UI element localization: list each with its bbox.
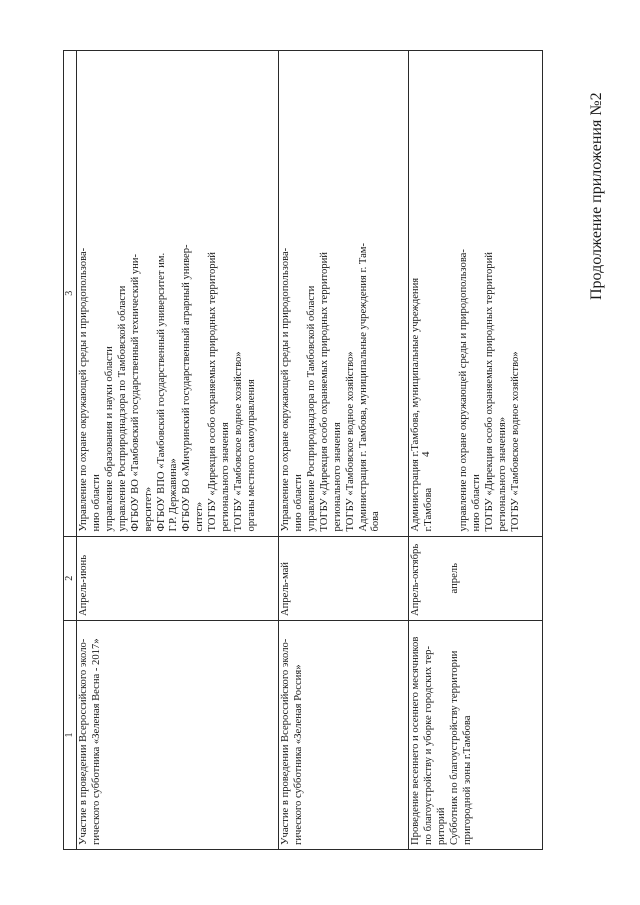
event-text: гического субботника «Зеленая Россия» (292, 664, 304, 845)
participant-text: ТОГБУ «Дирекция особо охраняемых природных территорий (318, 252, 330, 532)
participant-text: Управление по охране окружающей среды и природопользова- (78, 247, 89, 532)
column-number: 2 (64, 536, 77, 620)
table-row (77, 51, 279, 850)
period-text: Апрель-октябрь (410, 543, 421, 616)
participant-text: нию области (292, 474, 304, 532)
participant-text: ТОГБУ «Тамбовское водное хозяйство» (509, 351, 521, 532)
event-cell (77, 621, 279, 850)
participant-text: нию области (470, 474, 482, 532)
event-text: по благоустройству и уборке городских тер- (422, 645, 434, 845)
participant-text: ТОГБУ «Дирекция особо охраняемых природных территорий (207, 252, 219, 532)
participants-cell (409, 51, 543, 537)
participant-text: регионального значения» (496, 416, 508, 532)
event-cell (409, 621, 543, 850)
event-text: риторий (435, 807, 447, 845)
participant-text: Администрация г. Тамбова, муниципальные учреждения г. Там- (357, 242, 369, 532)
participant-text: ситет» (194, 501, 206, 532)
participant-text: управление по охране окружающей среды и природопользова- (457, 249, 469, 532)
participant-text: ТОГБУ «Тамбовское водное хозяйство» (233, 351, 245, 532)
events-table (63, 50, 543, 850)
period-text: Апрель-май (280, 562, 291, 616)
event-text: Участие в проведении Всероссийского эколо- (280, 638, 291, 845)
participant-text: управление Росприроднадзора по Тамбовской области (116, 285, 128, 532)
period-cell (77, 536, 279, 620)
page-number: 4 (420, 451, 432, 457)
page-title: Продолжение приложения №2 (588, 92, 605, 300)
event-text: Проведение весеннего и осеннего месячников (410, 636, 421, 845)
participant-text: г.Тамбова (422, 487, 434, 532)
column-number-row (64, 51, 77, 850)
table-row (279, 51, 409, 850)
participant-text: ТОГБУ «Тамбовское водное хозяйство» (344, 351, 356, 532)
event-cell (279, 621, 409, 850)
participant-text: верситет» (142, 486, 154, 532)
event-text: Субботник по благоустройству территории (448, 650, 460, 845)
participant-text: органы местного самоуправления (245, 379, 257, 532)
participant-text: бова (370, 511, 382, 532)
participant-text: управление Росприроднадзора по Тамбовской области (305, 285, 317, 532)
table-row (409, 51, 543, 850)
participant-text: регионального значения (331, 422, 343, 532)
period-text: апрель (448, 563, 460, 594)
participant-text: ТОГБУ «Дирекция особо охраняемых природных территорий (483, 252, 495, 532)
period-text: Апрель-июнь (78, 554, 89, 616)
period-cell (409, 536, 543, 620)
participant-text: ФГБОУ ВО «Тамбовский государственный технический уни- (129, 253, 141, 532)
period-cell (279, 536, 409, 620)
participant-text: Администрация г.Тамбова, муниципальные учреждения (410, 277, 421, 532)
column-number: 1 (64, 621, 77, 850)
event-text: гического субботника «Зеленая Весна - 2017» (90, 638, 102, 845)
participant-text: Г.Р. Державина» (168, 458, 180, 532)
participants-cell (279, 51, 409, 537)
participant-text: ФГБОУ ВО «Мичуринский государственный аграрный универ- (181, 244, 193, 532)
column-number: 3 (64, 51, 77, 537)
event-text: Участие в проведении Всероссийского эколо- (78, 638, 89, 845)
participant-text: Управление по охране окружающей среды и природопользова- (280, 247, 291, 532)
participant-text: нию области (90, 474, 102, 532)
event-text: пригородной зоны г.Тамбова (461, 715, 473, 845)
participants-cell (77, 51, 279, 537)
participant-text: управление образования и науки области (103, 346, 115, 532)
participant-text: регионального значения (220, 422, 232, 532)
participant-text: ФГБОУ ВПО «Тамбовский государственный университет им. (155, 252, 167, 532)
